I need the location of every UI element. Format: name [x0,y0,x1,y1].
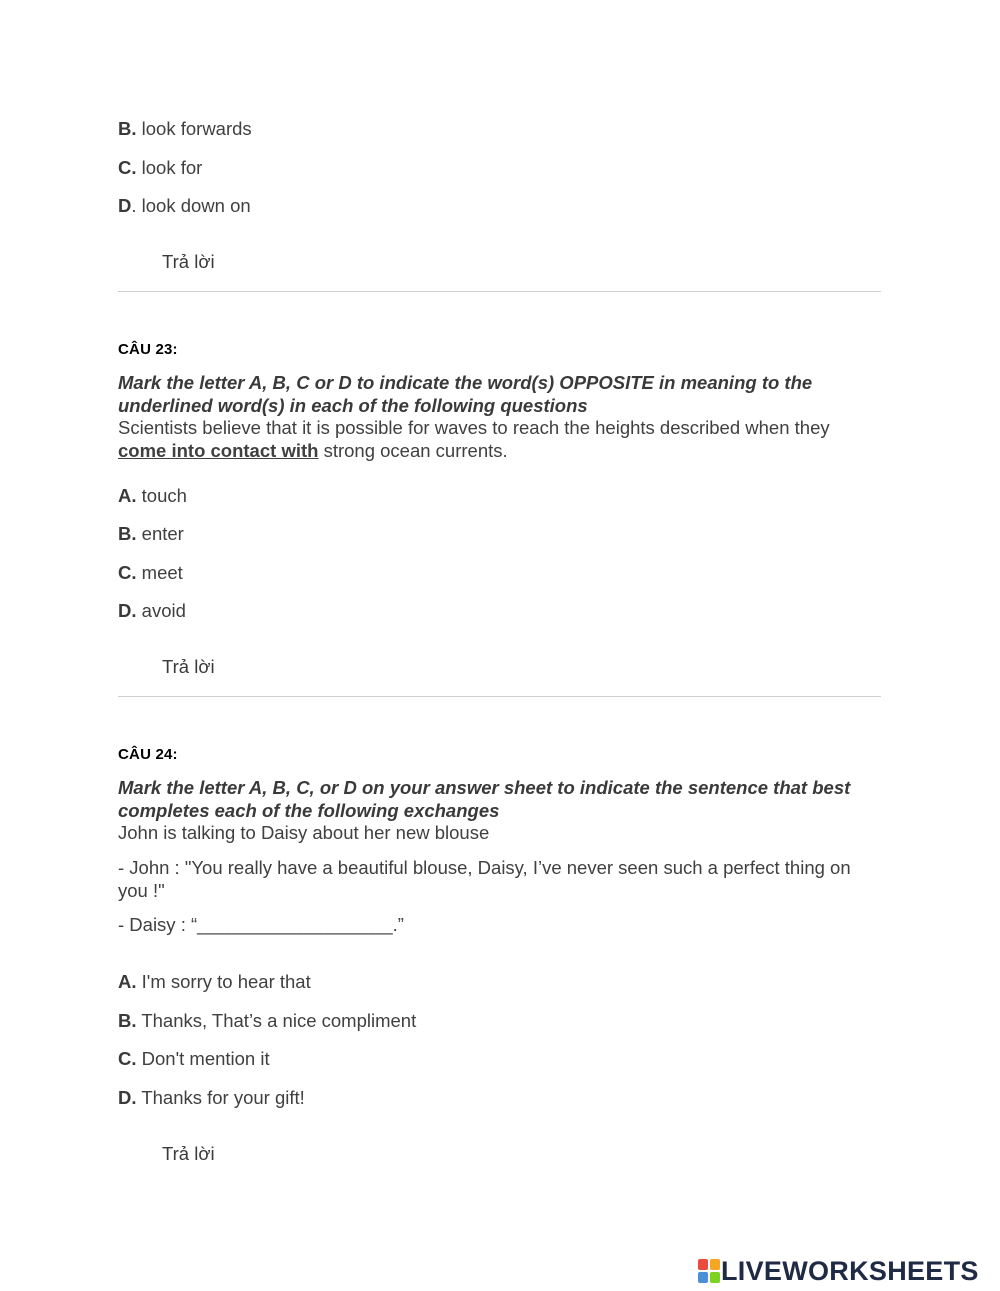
option-a[interactable]: A. touch [118,485,187,506]
option-c[interactable]: C. look for [118,157,203,178]
question-24-instruction: Mark the letter A, B, C, or D on your answer sheet to indicate the sentence that best completes each of the following exchanges [118,777,851,821]
divider [118,291,881,292]
answer-link[interactable]: Trả lời [162,656,215,677]
question-23-sentence: Scientists believe that it is possible for waves to reach the heights described when they come into contact with strong ocean currents. [118,417,830,461]
logo-blocks-icon [697,1258,721,1284]
option-a[interactable]: A. I'm sorry to hear that [118,971,311,992]
option-b[interactable]: B. look forwards [118,118,252,139]
option-c[interactable]: C. Don't mention it [118,1048,270,1069]
logo-block [698,1259,708,1270]
question-23-title: CÂU 23: [118,341,178,358]
option-d[interactable]: D. avoid [118,600,186,621]
logo-block [710,1272,720,1283]
question-24-context: John is talking to Daisy about her new blouse [118,822,490,843]
option-b[interactable]: B. Thanks, That’s a nice compliment [118,1010,417,1031]
question-23-instruction: Mark the letter A, B, C or D to indicate the word(s) OPPOSITE in meaning to the underlined word(s) in each of the following questions [118,372,813,416]
option-b[interactable]: B. enter [118,523,184,544]
logo-text: LIVEWORKSHEETS [721,1256,979,1286]
divider [118,696,881,697]
option-d[interactable]: D. Thanks for your gift! [118,1087,305,1108]
john-line: - John : "You really have a beautiful blouse, Daisy, I’ve never seen such a perfect thing on you !" [118,857,851,901]
answer-link[interactable]: Trả lời [162,1143,215,1164]
daisy-line: - Daisy : “___________________.” [118,914,404,935]
liveworksheets-logo [697,1257,979,1285]
logo-block [698,1272,708,1283]
question-24-title: CÂU 24: [118,746,178,763]
logo-block [710,1259,720,1270]
option-c[interactable]: C. meet [118,562,183,583]
option-d[interactable]: D. look down on [118,195,251,216]
answer-link[interactable]: Trả lời [162,251,215,272]
underlined-phrase: come into contact with [118,439,319,461]
